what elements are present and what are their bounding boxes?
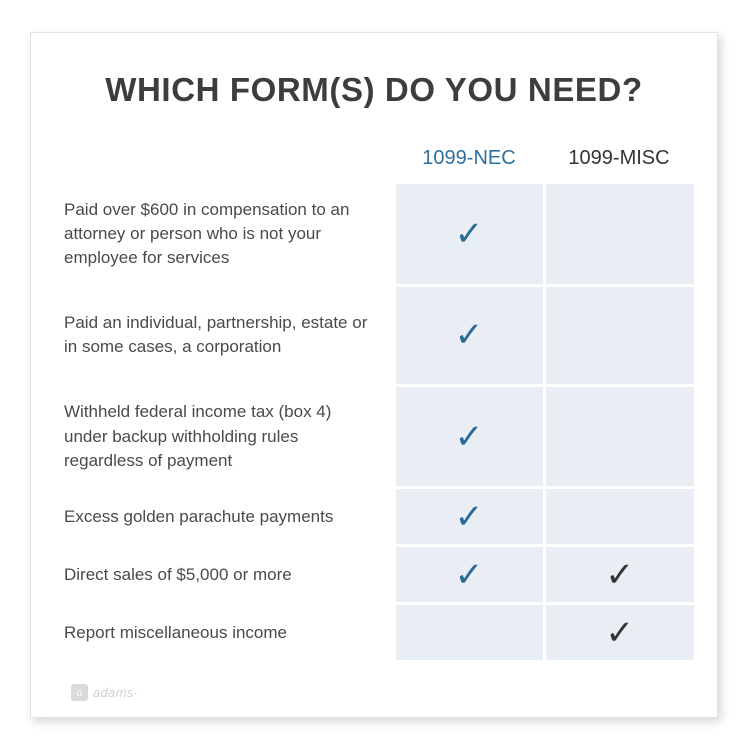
cell-misc (544, 546, 694, 604)
column-header-1099-misc: 1099-MISC (544, 135, 694, 184)
check-icon: ✓ (454, 417, 484, 456)
check-icon: ✓ (454, 316, 484, 355)
column-header-1099-nec: 1099-NEC (394, 135, 544, 184)
row-description: Excess golden parachute payments (54, 488, 394, 546)
brand-footer (71, 684, 138, 701)
cell-misc (544, 285, 694, 385)
cell-misc (544, 604, 694, 662)
check-icon: ✓ (454, 497, 484, 536)
row-description: Paid an individual, partnership, estate or in some cases, a corporation (54, 285, 394, 385)
table-header (54, 135, 694, 184)
cell-nec (394, 488, 544, 546)
check-icon: ✓ (605, 613, 634, 652)
table-row (54, 184, 694, 285)
cell-nec (394, 604, 544, 662)
cell-misc (544, 488, 694, 546)
table-row (54, 385, 694, 487)
cell-nec (394, 546, 544, 604)
cell-misc (544, 184, 694, 285)
check-icon: ✓ (454, 555, 484, 594)
table-row (54, 488, 694, 546)
table-row (54, 604, 694, 662)
check-icon: ✓ (454, 214, 484, 253)
page-title: WHICH FORM(S) DO YOU NEED? (105, 71, 643, 108)
brand-name: adams· (93, 685, 139, 700)
header-spacer (54, 135, 394, 184)
cell-nec (394, 385, 544, 487)
row-description: Withheld federal income tax (box 4) under backup withholding rules regardless of payment (54, 385, 394, 487)
table-header-row (54, 135, 694, 184)
row-description: Report miscellaneous income (54, 604, 394, 662)
row-description: Direct sales of $5,000 or more (54, 546, 394, 604)
cell-nec (394, 184, 544, 285)
table-row (54, 546, 694, 604)
cell-nec (394, 285, 544, 385)
form-comparison-card (30, 32, 718, 718)
table-body (54, 184, 694, 662)
comparison-table (54, 135, 694, 663)
adams-logo-icon: a (71, 684, 88, 701)
table-row (54, 285, 694, 385)
check-icon: ✓ (605, 555, 634, 594)
cell-misc (544, 385, 694, 487)
row-description: Paid over $600 in compensation to an attorney or person who is not your employee for services (54, 184, 394, 285)
